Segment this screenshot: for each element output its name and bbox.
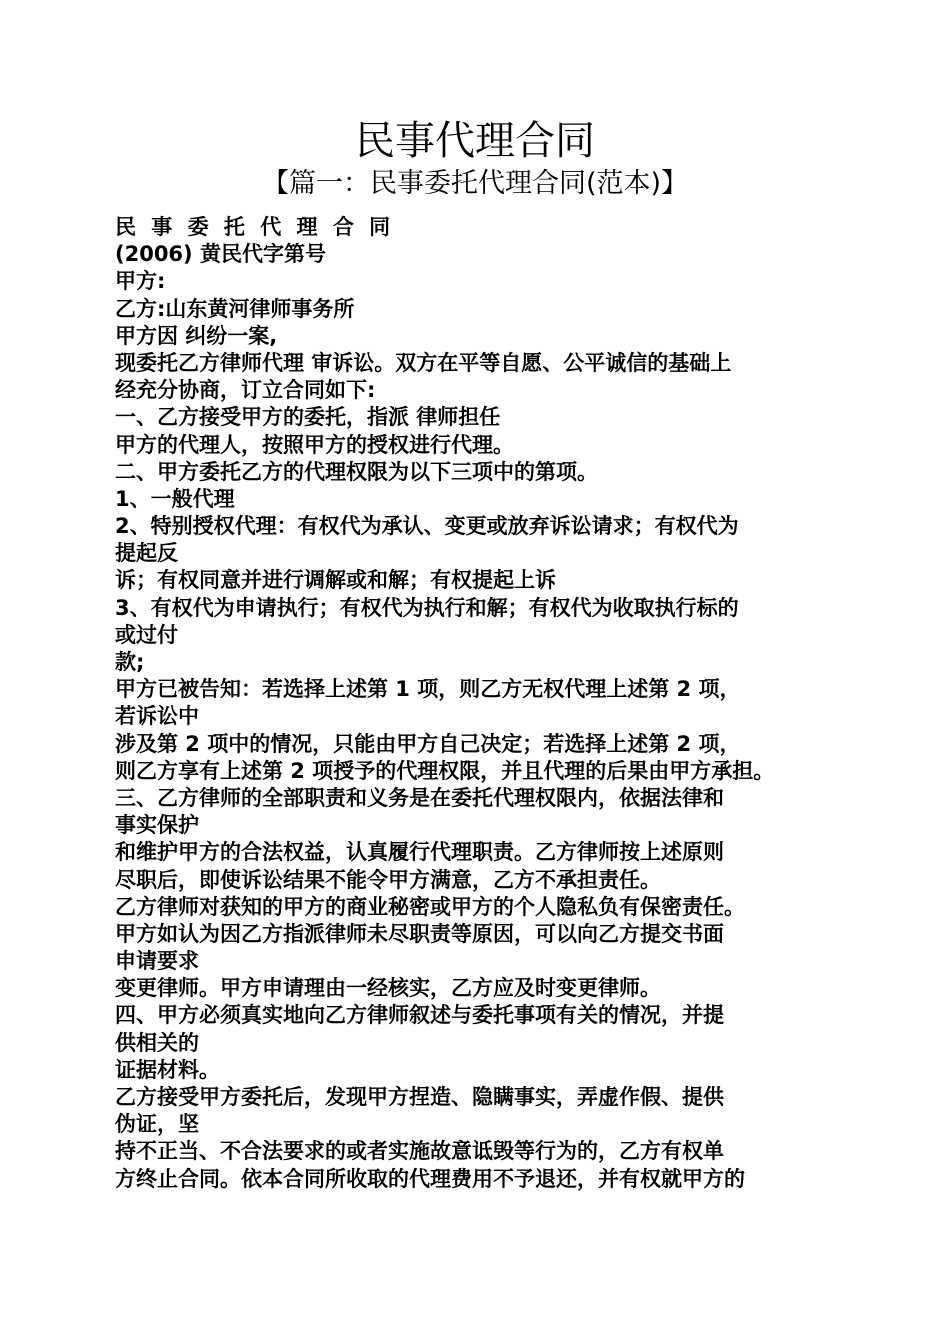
contract-line: 现委托乙方律师代理 审诉讼。双方在平等自愿、公平诚信的基础上: [115, 350, 732, 375]
contract-line: 若诉讼中: [115, 704, 199, 729]
contract-line: 甲方的代理人，按照甲方的授权进行代理。: [115, 432, 514, 457]
contract-line: 经充分协商，订立合同如下:: [115, 378, 376, 403]
contract-line: 乙方:山东黄河律师事务所: [115, 296, 355, 321]
contract-line: (2006) 黄民代字第号: [115, 242, 326, 267]
contract-line: 款;: [115, 650, 145, 674]
contract-line: 3、有权代为申请执行；有权代为执行和解；有权代为收取执行标的: [115, 595, 739, 620]
contract-line: 变更律师。甲方申请理由一经核实，乙方应及时变更律师。: [115, 976, 661, 1001]
contract-line: 伪证，坚: [115, 1112, 199, 1137]
contract-line: 三、乙方律师的全部职责和义务是在委托代理权限内，依据法律和: [115, 785, 724, 810]
contract-line: 提起反: [115, 541, 178, 566]
contract-line: 供相关的: [115, 1030, 199, 1055]
contract-line: 1、一般代理: [115, 486, 235, 511]
document-title: 民事代理合同: [355, 118, 595, 164]
contract-body: [115, 214, 850, 1193]
contract-line: 尽职后，即使诉讼结果不能令甲方满意，乙方不承担责任。: [115, 867, 661, 892]
contract-line: 申请要求: [115, 949, 199, 974]
contract-line: 或过付: [115, 622, 178, 647]
contract-line: 一、乙方接受甲方的委托，指派 律师担任: [115, 405, 501, 430]
contract-line: 二、甲方委托乙方的代理权限为以下三项中的第项。: [115, 459, 598, 484]
contract-line: 方终止合同。依本合同所收取的代理费用不予退还，并有权就甲方的: [115, 1166, 745, 1191]
contract-line: 诉；有权同意并进行调解或和解；有权提起上诉: [115, 568, 556, 593]
contract-line: 甲方已被告知：若选择上述第 1 项，则乙方无权代理上述第 2 项，: [115, 677, 741, 702]
contract-heading: 民 事 委 托 代 理 合 同: [115, 215, 395, 239]
document-subtitle: 【篇一：民事委托代理合同(范本)】: [261, 168, 689, 199]
contract-line: 乙方接受甲方委托后，发现甲方捏造、隐瞒事实，弄虚作假、提供: [115, 1085, 724, 1109]
contract-line: 甲方:: [115, 269, 166, 294]
contract-line: 乙方律师对获知的甲方的商业秘密或甲方的个人隐私负有保密责任。: [115, 894, 745, 919]
contract-line: 则乙方享有上述第 2 项授予的代理权限，并且代理的后果由甲方承担。: [115, 758, 775, 783]
contract-line: 四、甲方必须真实地向乙方律师叙述与委托事项有关的情况，并提: [115, 1003, 724, 1028]
contract-line: 和维护甲方的合法权益，认真履行代理职责。乙方律师按上述原则: [115, 840, 724, 865]
contract-line: 2、特别授权代理：有权代为承认、变更或放弃诉讼请求；有权代为: [115, 514, 739, 539]
contract-line: 证据材料。: [115, 1057, 220, 1082]
contract-line: 持不正当、不合法要求的或者实施故意诋毁等行为的，乙方有权单: [115, 1139, 724, 1164]
contract-line: 涉及第 2 项中的情况，只能由甲方自己决定；若选择上述第 2 项，: [115, 731, 741, 756]
contract-line: 事实保护: [115, 813, 199, 838]
contract-line: 甲方因 纠纷一案,: [115, 323, 278, 348]
contract-line: 甲方如认为因乙方指派律师未尽职责等原因，可以向乙方提交书面: [115, 921, 724, 946]
